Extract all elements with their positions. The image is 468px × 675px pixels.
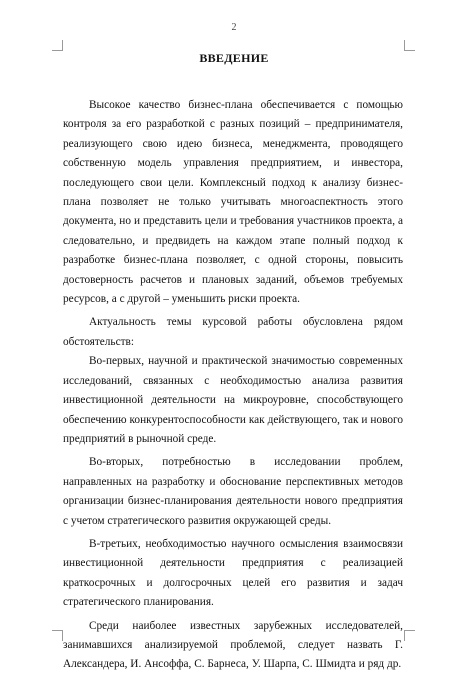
paragraph-relevance: Актуальность темы курсовой работы обусловлена рядом обстоятельств: (63, 316, 403, 348)
paragraph-researchers: Среди наиболее известных зарубежных исследователей, занимавшихся анализируемой проблемой, следует назвать Г. Александера, И. Ансоффа, С. Барнеса, У. Шарпа, С. Шмидта и ряд др. (63, 619, 403, 671)
document-body (63, 96, 403, 675)
margin-mark-top-right (404, 40, 415, 51)
margin-mark-bottom-right (404, 630, 415, 641)
paragraph-third: В-третьих, необходимостью научного осмысления взаимосвязи инвестиционной деятельности предприятия с реализацией краткосрочных и долгосрочных целей его развития и задач стратегического планирования. (63, 537, 403, 609)
paragraph-second: Во-вторых, потребностью в исследовании проблем, направленных на разработку и обоснование перспективных методов организации бизнес-планирования деятельности нового предприятия с учетом стратегического развития окружающей среды. (63, 456, 403, 527)
page-number: 2 (231, 22, 237, 33)
paragraph-first: Во-первых, научной и практической значимостью современных исследований, связанных с необходимостью анализа развития инвестиционной деятельности на микроуровне, способствующего обеспечению конкурентоспособности как действующего, так и нового предприятий в рыночной среде. (63, 355, 403, 445)
margin-mark-top-left (52, 40, 63, 51)
margin-mark-bottom-left (52, 630, 63, 641)
page-title: ВВЕДЕНИЕ (199, 51, 269, 65)
paragraph-intro: Высокое качество бизнес-плана обеспечивается с помощью контроля за его разработкой с разных позиций – предпринимателя, реализующего свою идею бизнеса, менеджмента, проводящего собственную модель управления предприятием, и инвестора, последующего свои цели. Комплексный подход к анализу бизнес-плана позволяет не только учитывать многоаспектность этого документа, но и представить цели и требования участников проекта, а следовательно, и предвидеть на каждом этапе полный подход к разработке бизнес-плана позволяет, с одной стороны, повысить достоверность расчетов и плановых заданий, объемов требуемых ресурсов, а с другой – уменьшить риски проекта. (63, 99, 403, 306)
